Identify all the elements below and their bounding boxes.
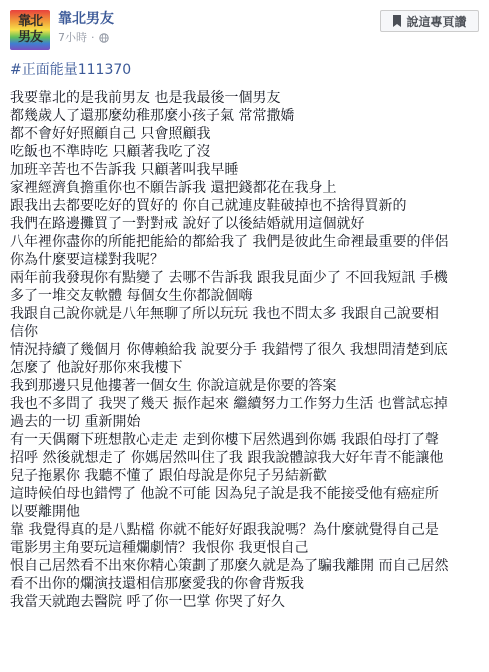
post-text-line: 兩年前我發現你有點變了 去哪不告訴我 跟我見面少了 不回我短訊 手機 [10, 270, 448, 286]
post-text-line: 電影男主角要玩這種爛劇情？我恨你 我更恨自己 [10, 540, 309, 556]
post-text-line: 兒子拖累你 我聽不懂了 跟伯母說是你兒子另結新歡 [10, 468, 327, 484]
avatar-logo-line-1: 靠北 [17, 14, 42, 29]
page-avatar[interactable] [10, 10, 50, 50]
hashtag-link[interactable]: #正面能量111370 [10, 62, 132, 78]
globe-icon [99, 33, 109, 43]
page-name-link[interactable]: 靠北男友 [58, 11, 114, 27]
post-text-line: 這時候伯母也錯愕了 他說不可能 因為兒子說是我不能接受他有癌症所 [10, 486, 439, 502]
post-text-line: 家裡經濟負擔重你也不願告訴我 還把錢都花在我身上 [10, 180, 337, 196]
paragraph-spacer [10, 79, 482, 89]
post-text-line: 八年裡你盡你的所能把能給的都給我了 我們是彼此生命裡最重要的伴侶 [10, 234, 449, 250]
post-text-line: 招呼 然後就想走了 你媽居然叫住了我 跟我說體諒我大好年青不能讓他 [10, 450, 444, 466]
avatar-logo-line-2: 男友 [17, 30, 42, 45]
post-text-line: 我們在路邊攤買了一對對戒 說好了以後結婚就用這個就好 [10, 216, 365, 232]
post-timestamp[interactable]: 7小時 [58, 31, 87, 44]
post-text-line: 你為什麼要這樣對我呢？ [10, 252, 164, 268]
post-body [10, 61, 482, 611]
bookmark-icon [392, 15, 402, 27]
post-text-line: 信你 [10, 324, 38, 340]
post-text-line: 我到那邊只見他摟著一個女生 你說這就是你要的答案 [10, 378, 337, 394]
post-text-line: 吃飯也不準時吃 只顧著我吃了沒 [10, 144, 211, 160]
post-text-line: 都幾歲人了還那麼幼稚那麼小孩子氣 常常撒嬌 [10, 108, 295, 124]
post-meta [58, 31, 109, 45]
post-text-line: 怎麼了 他說好那你來我樓下 [10, 360, 183, 376]
post-text-line: 過去的一切 重新開始 [10, 414, 141, 430]
avatar-logo [10, 14, 50, 46]
post-text-line: 我要靠北的是我前男友 也是我最後一個男友 [10, 90, 281, 106]
post-text-line: 我跟自己說你就是八年無聊了所以玩玩 我也不問太多 我跟自己說要相 [10, 306, 439, 322]
post-text-line: 都不會好好照顧自己 只會照顧我 [10, 126, 211, 142]
post-text-line: 靠 我覺得真的是八點檔 你就不能好好跟我說嗎？為什麼就覺得自己是 [10, 522, 439, 538]
post-text-line: 恨自己居然看不出來你精心策劃了那麼久就是為了騙我離開 而自己居然 [10, 558, 449, 574]
separator-dot: · [91, 31, 95, 44]
like-page-label: 說這專頁讚 [406, 14, 467, 29]
post-text-line: 跟我出去都要吃好的買好的 你自己就連皮鞋破掉也不捨得買新的 [10, 198, 407, 214]
post-text-line: 我當天就跑去醫院 呼了你一巴掌 你哭了好久 [10, 594, 285, 610]
post-text-line: 情況持續了幾個月 你傳賴給我 說要分手 我錯愕了很久 我想問清楚到底 [10, 342, 448, 358]
post-text-line: 加班辛苦也不告訴我 只顧著叫我早睡 [10, 162, 239, 178]
post-text-line: 有一天偶爾下班想散心走走 走到你樓下居然遇到你媽 我跟伯母打了聲 [10, 432, 439, 448]
post-text-line: 我也不多問了 我哭了幾天 振作起來 繼續努力工作努力生活 也嘗試忘掉 [10, 396, 448, 412]
post-text-line: 以要離開他 [10, 504, 80, 520]
post-text-line: 多了一堆交友軟體 每個女生你都說個嗨 [10, 288, 253, 304]
like-page-button[interactable] [380, 10, 479, 32]
post-text-line: 看不出你的爛演技還相信那麼愛我的你會背叛我 [10, 576, 304, 592]
